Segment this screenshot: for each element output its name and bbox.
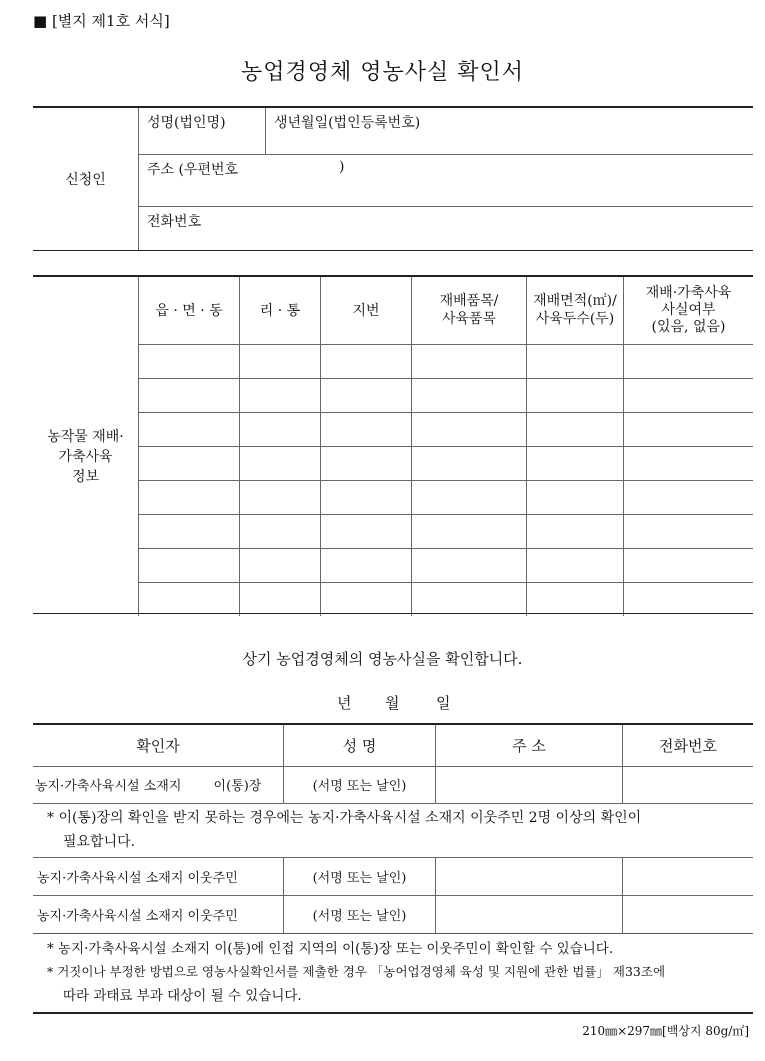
farming-row (33, 344, 753, 378)
cell[interactable] (527, 412, 624, 446)
cell[interactable] (240, 480, 321, 514)
cell[interactable] (624, 582, 754, 616)
cell[interactable] (412, 514, 527, 548)
footnote-2-line1: * 거짓이나 부정한 방법으로 영농사실확인서를 제출한 경우 「농어업경영체 육성 및 지원에 관한 법률」 제33조에 (47, 964, 666, 979)
cell[interactable] (139, 446, 240, 480)
cell[interactable] (412, 344, 527, 378)
cell[interactable] (624, 412, 754, 446)
paper-spec: 210㎜×297㎜[백상지 80g/㎡] (582, 1024, 749, 1038)
cell[interactable] (321, 514, 412, 548)
cell[interactable] (527, 480, 624, 514)
farming-row (33, 582, 753, 616)
cell[interactable] (412, 412, 527, 446)
neighbor-phone-cell[interactable] (623, 895, 754, 933)
neighbor-sign-cell[interactable]: (서명 또는 날인) (284, 895, 436, 933)
neighbor-sign-cell[interactable]: (서명 또는 날인) (284, 857, 436, 895)
cell[interactable] (624, 480, 754, 514)
farming-row (33, 548, 753, 582)
farming-info-table (33, 277, 753, 616)
neighbor-row-2 (33, 895, 753, 933)
form-number-label: ■ [별지 제1호 서식] (33, 12, 170, 30)
cell[interactable] (624, 446, 754, 480)
cell[interactable] (412, 480, 527, 514)
col-confirmer: 확인자 (33, 725, 284, 766)
cell[interactable] (527, 344, 624, 378)
date-day: 일 (436, 694, 451, 712)
cell[interactable] (624, 548, 754, 582)
cell[interactable] (527, 582, 624, 616)
date-month: 월 (385, 694, 400, 712)
col-ri-tong: 리 · 통 (240, 277, 321, 344)
neighbor-phone-cell[interactable] (623, 857, 754, 895)
cell[interactable] (139, 514, 240, 548)
applicant-name-field[interactable] (139, 108, 266, 154)
farming-row (33, 378, 753, 412)
tongjang-address-cell[interactable] (436, 766, 623, 803)
tongjang-label-cell: 농지·가축사육시설 소재지 이(통)장 (33, 766, 284, 803)
date-year: 년 (337, 694, 352, 712)
cell[interactable] (527, 548, 624, 582)
tongjang-note: * 이(통)장의 확인을 받지 못하는 경우에는 농지·가축사육시설 소재지 이웃주민 2명 이상의 확인이 필요합니다. (33, 803, 753, 857)
cell[interactable] (321, 412, 412, 446)
birth-label: 생년월일(법인등록번호) (274, 115, 421, 131)
address-label: 주소 (우편번호 (147, 161, 239, 178)
cell[interactable] (321, 446, 412, 480)
cell[interactable] (321, 548, 412, 582)
cell[interactable] (321, 344, 412, 378)
footnote-2-line2: 따라 과태료 부과 대상이 될 수 있습니다. (63, 988, 302, 1004)
farming-row (33, 446, 753, 480)
cell[interactable] (240, 548, 321, 582)
name-label: 성명(법인명) (147, 115, 226, 131)
col-eup-myeon-dong: 읍 · 면 · 동 (139, 277, 240, 344)
phone-label: 전화번호 (147, 213, 202, 230)
cell[interactable] (527, 514, 624, 548)
cell[interactable] (240, 446, 321, 480)
cell[interactable] (412, 582, 527, 616)
applicant-section-label: 신청인 (33, 108, 139, 250)
cell[interactable] (624, 514, 754, 548)
cell[interactable] (139, 548, 240, 582)
confirm-statement: 상기 농업경영체의 영농사실을 확인합니다. (242, 650, 523, 668)
tongjang-phone-cell[interactable] (623, 766, 754, 803)
cell[interactable] (527, 378, 624, 412)
tongjang-sign-cell[interactable]: (서명 또는 날인) (284, 766, 436, 803)
cell[interactable] (240, 412, 321, 446)
applicant-phone-field[interactable] (139, 206, 754, 250)
neighbor-row-1 (33, 857, 753, 895)
farming-section-label: 농작물 재배· 가축사육 정보 (33, 277, 139, 616)
confirmer-table (33, 725, 753, 933)
neighbor-label-cell: 농지·가축사육시설 소재지 이웃주민 (33, 857, 284, 895)
cell[interactable] (240, 582, 321, 616)
cell[interactable] (412, 446, 527, 480)
cell[interactable] (240, 378, 321, 412)
col-jibeon: 지번 (321, 277, 412, 344)
cell[interactable] (412, 548, 527, 582)
col-name: 성 명 (284, 725, 436, 766)
col-area: 재배면적(㎡)/ 사육두수(두) (527, 277, 624, 344)
cell[interactable] (527, 446, 624, 480)
cell[interactable] (321, 582, 412, 616)
neighbor-label-cell: 농지·가축사육시설 소재지 이웃주민 (33, 895, 284, 933)
applicant-birth-field[interactable] (266, 108, 754, 154)
confirmer-row-tongjang (33, 766, 753, 803)
cell[interactable] (139, 412, 240, 446)
col-crop-item: 재배품목/ 사육품목 (412, 277, 527, 344)
cell[interactable] (240, 344, 321, 378)
neighbor-address-cell[interactable] (436, 895, 623, 933)
cell[interactable] (240, 514, 321, 548)
applicant-address-field[interactable] (139, 154, 754, 206)
cell[interactable] (624, 378, 754, 412)
cell[interactable] (624, 344, 754, 378)
cell[interactable] (412, 378, 527, 412)
page-title: 농업경영체 영농사실 확인서 (240, 60, 524, 85)
col-fact: 재배·가축사육 사실여부 (있음, 없음) (624, 277, 754, 344)
col-address: 주 소 (436, 725, 623, 766)
col-phone: 전화번호 (623, 725, 754, 766)
cell[interactable] (139, 344, 240, 378)
cell[interactable] (321, 378, 412, 412)
cell[interactable] (139, 582, 240, 616)
cell[interactable] (139, 378, 240, 412)
cell[interactable] (321, 480, 412, 514)
footnote-1: * 농지·가축사육시설 소재지 이(통)에 인접 지역의 이(통)장 또는 이웃주민이 확인할 수 있습니다. (47, 941, 614, 957)
neighbor-address-cell[interactable] (436, 857, 623, 895)
cell[interactable] (139, 480, 240, 514)
farming-row (33, 514, 753, 548)
applicant-table (33, 108, 753, 251)
farming-row (33, 412, 753, 446)
address-close-paren: ) (339, 158, 345, 175)
farming-row (33, 480, 753, 514)
